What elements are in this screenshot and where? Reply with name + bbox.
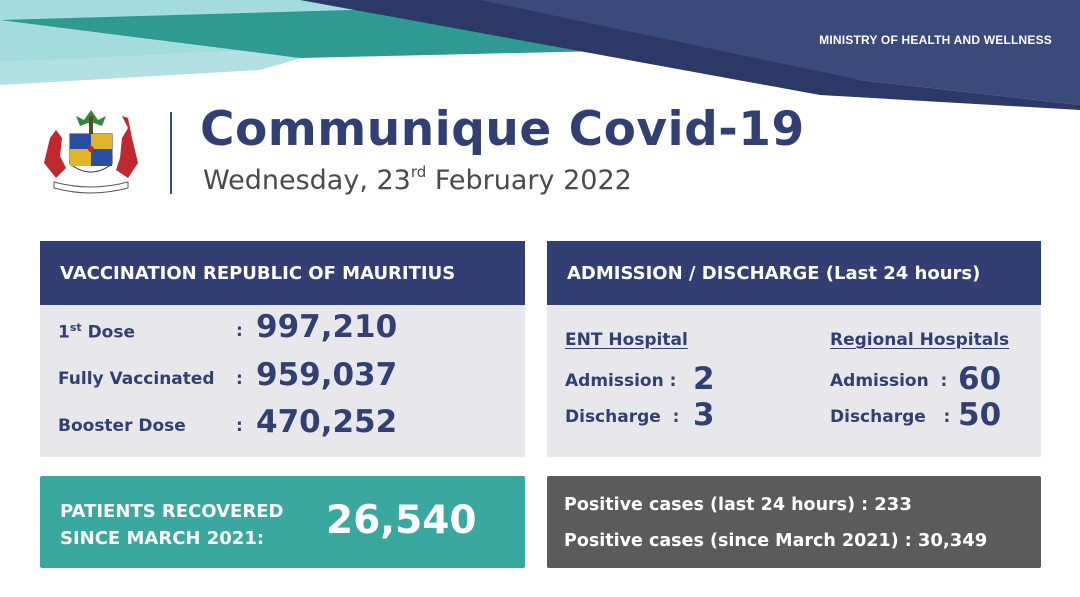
vaccination-title: VACCINATION REPUBLIC OF MAURITIUS [40,241,525,305]
first-dose-label: 1st Dose [58,321,136,343]
recovered-value: 26,540 [326,498,477,543]
fully-vaccinated-label: Fully Vaccinated [58,369,215,389]
header-banner [0,0,1080,110]
admission-panel [547,241,1041,457]
page-title: Communique Covid-19 [200,102,805,157]
regional-discharge-value: 50 [958,397,1002,433]
regional-discharge-label: Discharge : [830,407,951,427]
ent-admission-value: 2 [693,361,715,397]
vaccination-panel [40,241,525,457]
ent-discharge-value: 3 [693,397,715,433]
positive-last24-row [564,494,912,515]
colon: : [236,416,243,436]
booster-dose-value: 470,252 [256,404,398,440]
ent-discharge-label: Discharge : [565,407,680,427]
regional-admission-value: 60 [958,361,1002,397]
fully-vaccinated-value: 959,037 [256,357,398,393]
recovered-label: PATIENTS RECOVERED SINCE MARCH 2021: [60,501,284,549]
colon: : [236,369,243,389]
colon: : [236,321,243,341]
positive-since-label: Positive cases (since March 2021) : [564,531,912,551]
title-divider [170,112,172,194]
ent-hospital-heading: ENT Hospital [565,330,688,350]
report-date: Wednesday, 23rd February 2022 [203,163,632,196]
regional-admission-label: Admission : [830,371,948,391]
positive-last24-value: 233 [874,494,912,515]
positive-last24-label: Positive cases (last 24 hours) : [564,495,869,515]
admission-title: ADMISSION / DISCHARGE (Last 24 hours) [547,241,1041,305]
ministry-name: MINISTRY OF HEALTH AND WELLNESS [819,33,1052,47]
positive-since-value: 30,349 [917,530,988,551]
positive-cases-box [547,476,1041,568]
first-dose-value: 997,210 [256,309,398,345]
coat-of-arms-logo [36,108,146,198]
booster-dose-label: Booster Dose [58,416,186,436]
patients-recovered-box [40,476,525,568]
ent-admission-label: Admission : [565,371,677,391]
regional-hospitals-heading: Regional Hospitals [830,330,1010,350]
positive-since-row [564,530,987,551]
